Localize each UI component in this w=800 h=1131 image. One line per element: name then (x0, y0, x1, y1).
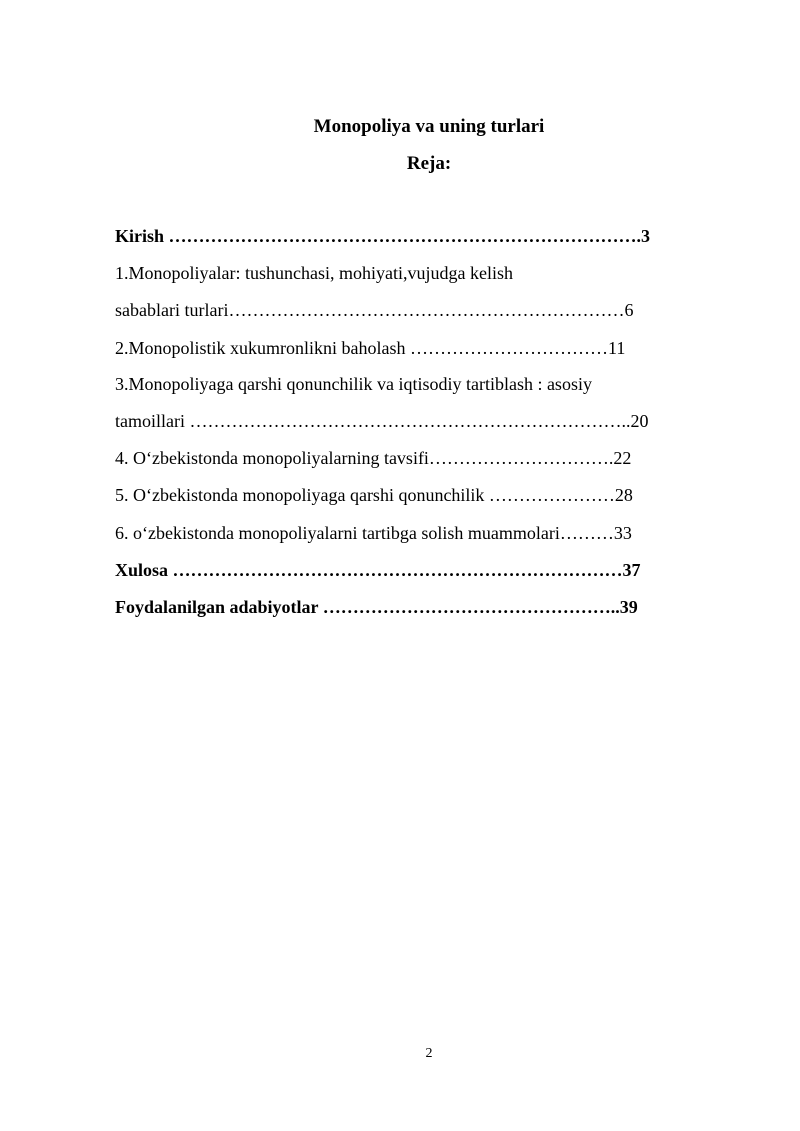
toc-entry-6: 6. o‘zbekistonda monopoliyalarni tartibga solish muammolari………33 (115, 523, 632, 543)
toc-entry-xulosa: Xulosa …………………………………………………………………37 (115, 560, 641, 580)
document-title: Monopoliya va uning turlari (313, 116, 545, 137)
toc-entry-1-line2: sabablari turlari…………………………………………………………6 (115, 300, 634, 320)
toc-entry-4: 4. O‘zbekistonda monopoliyalarning tavsifi………………………….22 (115, 448, 632, 468)
toc-entry-1-line1: 1.Monopoliyalar: tushunchasi, mohiyati,vujudga kelish (115, 263, 513, 283)
toc-entry-adabiyotlar: Foydalanilgan adabiyotlar …………………………………………..39 (115, 597, 638, 617)
plan-heading: Reja: (406, 153, 452, 174)
toc-entry-5: 5. O‘zbekistonda monopoliyaga qarshi qonunchilik …………………28 (115, 485, 633, 505)
toc-entry-3-line1: 3.Monopoliyaga qarshi qonunchilik va iqtisodiy tartiblash : asosiy (115, 374, 592, 394)
toc-entry-kirish: Kirish …………………………………………………………………….3 (115, 226, 651, 246)
toc-entry-2: 2.Monopolistik xukumronlikni baholash ……………………………11 (115, 338, 626, 358)
toc-entry-3-line2: tamoillari ………………………………………………………………..20 (115, 411, 649, 431)
page-number: 2 (425, 1046, 433, 1061)
